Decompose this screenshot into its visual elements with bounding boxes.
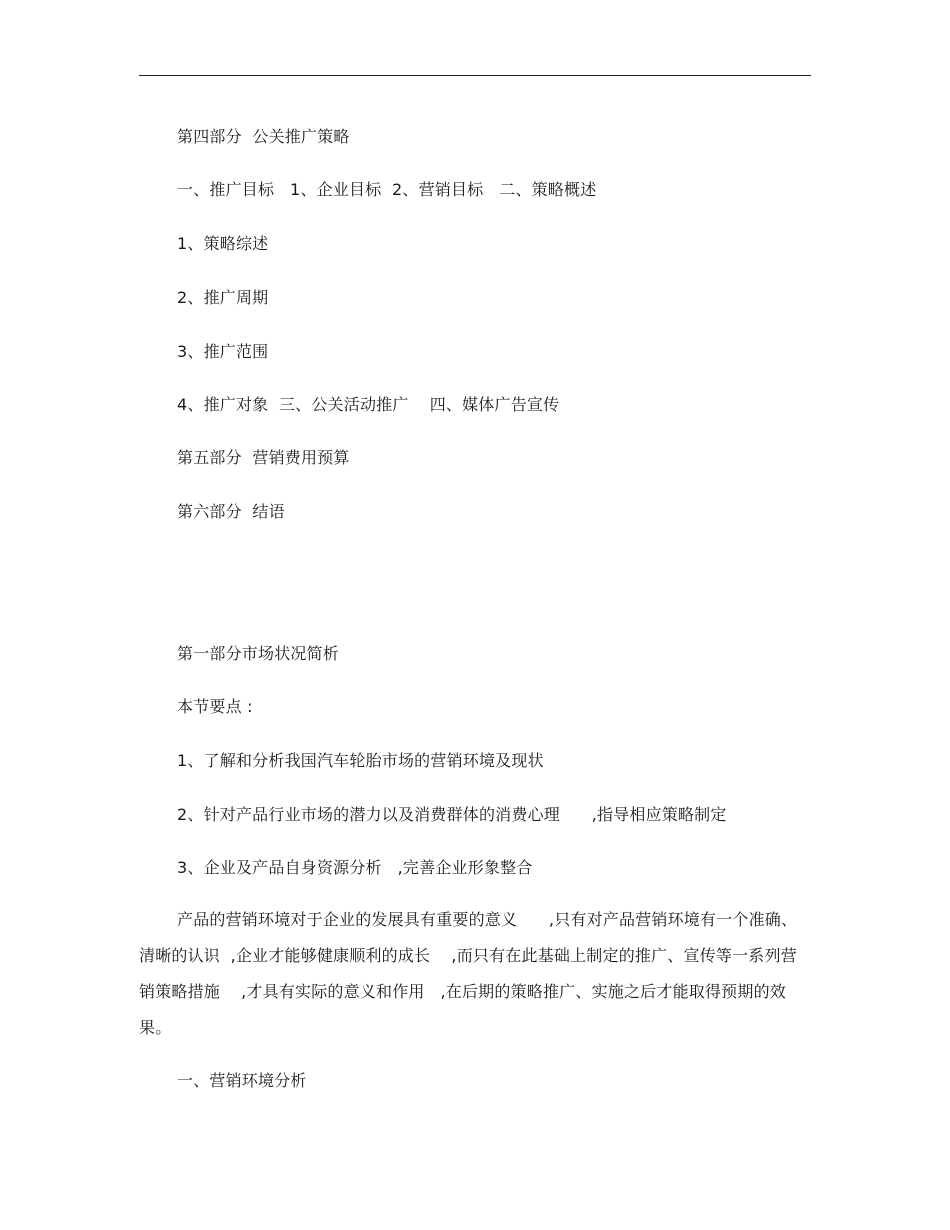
key-point-1: 1、了解和分析我国汽车轮胎市场的营销环境及现状: [177, 751, 544, 770]
section1-title: 第一部分市场状况简析: [177, 644, 340, 663]
strategy-item-3: 3、推广范围: [177, 342, 269, 361]
part4-title: 第四部分 公关推广策略: [177, 127, 350, 146]
marketing-environment-heading: 一、营销环境分析: [177, 1071, 307, 1090]
key-point-3: 3、企业及产品自身资源分析 ,完善企业形象整合: [177, 858, 533, 877]
body-paragraph: 产品的营销环境对于企业的发展具有重要的意义 ,只有对产品营销环境有一个准确、清晰的认识 ,企业才能够健康顺利的成长 ,而只有在此基础上制定的推广、宣传等一系列营销策略措施 ,才具有实际的意义和作用 ,在后期的策略推广、实施之后才能取得预期的效果。: [139, 910, 798, 1037]
part4-goals-line: 一、推广目标 1、企业目标 2、营销目标 二、策略概述: [177, 180, 597, 199]
strategy-item-2: 2、推广周期: [177, 288, 269, 307]
strategy-item-1: 1、策略综述: [177, 234, 269, 253]
header-rule: [139, 75, 811, 76]
key-points-label: 本节要点 :: [177, 697, 253, 716]
strategy-item-4: 4、推广对象 三、公关活动推广 四、媒体广告宣传: [177, 395, 560, 414]
part6-title: 第六部分 结语: [177, 502, 285, 521]
key-point-2: 2、针对产品行业市场的潜力以及消费群体的消费心理 ,指导相应策略制定: [177, 805, 727, 824]
part5-title: 第五部分 营销费用预算: [177, 448, 350, 467]
